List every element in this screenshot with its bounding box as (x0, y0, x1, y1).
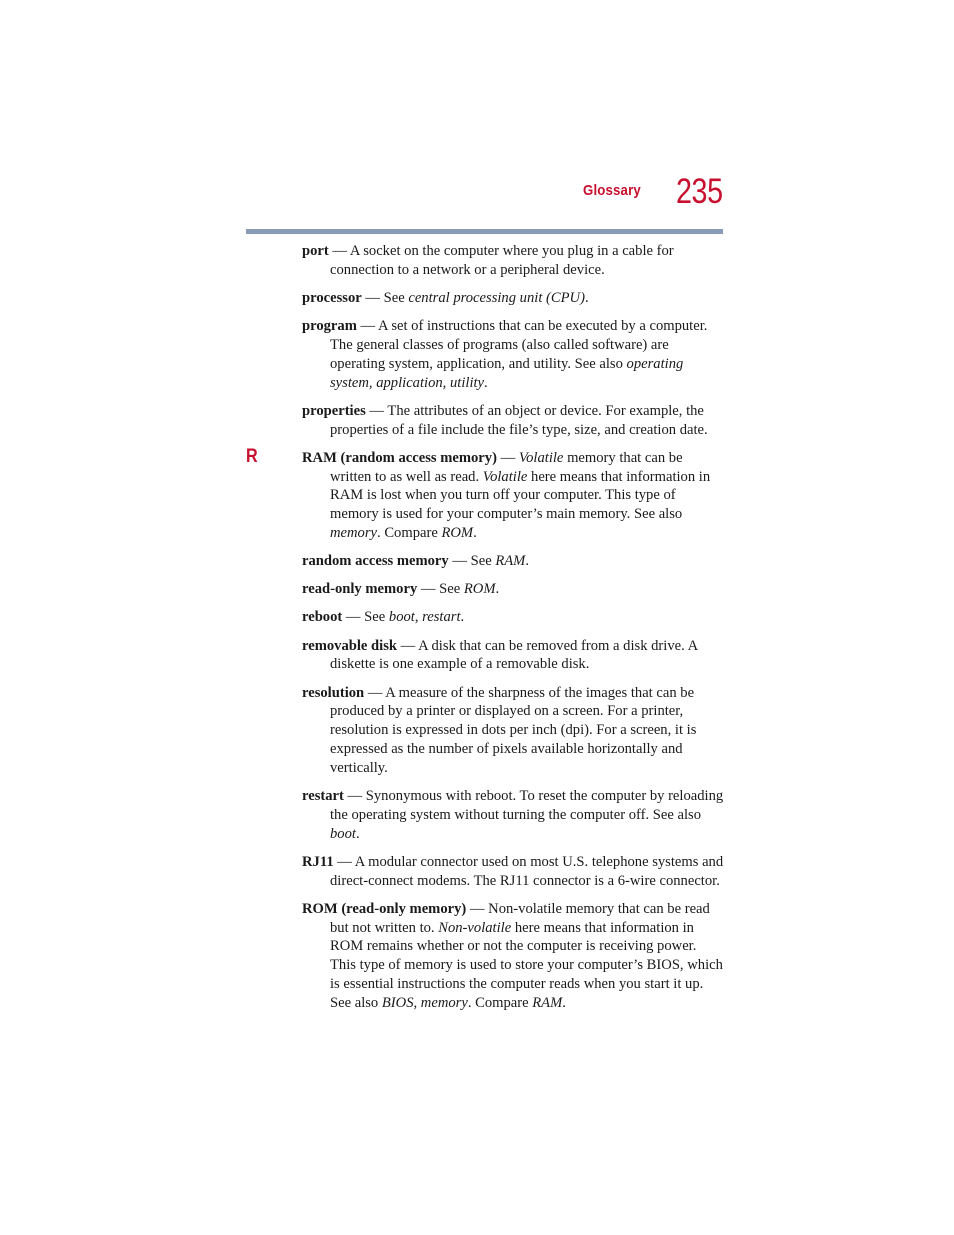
glossary-entry (302, 552, 724, 571)
glossary-reference: boot (388, 609, 415, 626)
glossary-definition-text: . (562, 994, 566, 1011)
glossary-term: random access memory (302, 553, 449, 570)
glossary-reference: RAM (532, 994, 563, 1011)
glossary-entry (302, 289, 724, 308)
glossary-definition-text: — See (417, 581, 464, 598)
glossary-definition-text: . (495, 581, 500, 598)
glossary-reference: Non-volatile (438, 919, 512, 936)
glossary-entry (302, 402, 724, 440)
glossary-term: removable disk (302, 637, 398, 654)
glossary-definition-text: — A set of instructions that can be executed by a computer. The general classes of programs (also called software) are operating system, application, and utility. See also (330, 318, 708, 372)
glossary-entries (302, 242, 724, 1022)
glossary-entry (302, 900, 724, 1013)
glossary-definition-text: memory that can be written to as well as read. (330, 449, 683, 485)
glossary-definition-text: — A measure of the sharpness of the images that can be produced by a printer or displayed on a screen. For a printer, resolution is expressed in dots per inch (dpi). For a screen, it is expressed as the number of pixels available horizontally and vertically. (330, 684, 697, 776)
glossary-reference: ROM (463, 581, 496, 598)
glossary-definition-text: . (484, 374, 488, 391)
glossary-definition-text: . (473, 524, 477, 541)
header-rule (246, 229, 723, 234)
section-title: Glossary (583, 182, 641, 199)
glossary-term: port (302, 243, 329, 259)
glossary-definition-text: , (414, 609, 423, 626)
glossary-reference: ROM (441, 524, 474, 541)
glossary-definition-text: here means that information in RAM is lost when you turn off your computer. This type of memory is used for your computer’s main memory. See also (330, 468, 711, 523)
glossary-reference: restart (422, 609, 461, 626)
glossary-term: RJ11 (302, 853, 334, 870)
glossary-term: RAM (random access memory) (302, 449, 497, 466)
glossary-definition-text: — A disk that can be removed from a disk drive. A diskette is one example of a removable disk. (330, 637, 698, 673)
glossary-definition-text: — A socket on the computer where you plug in a cable for connection to a network or a peripheral device. (328, 243, 674, 278)
glossary-reference: BIOS, memory (381, 994, 468, 1011)
glossary-term: processor (302, 289, 362, 306)
glossary-term: properties (302, 402, 366, 419)
glossary-entry (302, 317, 724, 392)
glossary-definition-text: — See (448, 553, 496, 570)
glossary-definition-text: — A modular connector used on most U.S. telephone systems and direct-connect modems. The RJ11 connector is a 6-wire connector. (330, 853, 724, 889)
glossary-definition-text: . (355, 825, 360, 842)
glossary-definition-text: — (496, 449, 519, 466)
glossary-entry (302, 787, 724, 843)
glossary-definition-text: — See (361, 289, 409, 306)
glossary-definition-text: . Compare (377, 524, 442, 541)
page-number: 235 (676, 172, 723, 211)
glossary-entry (302, 242, 724, 280)
glossary-definition-text: — Non-volatile memory that can be read but not written to. (330, 900, 710, 936)
glossary-reference: boot (330, 825, 356, 842)
glossary-term: restart (302, 788, 344, 805)
glossary-term: read-only memory (302, 581, 418, 598)
glossary-definition-text: — See (342, 609, 389, 626)
glossary-definition-text: — Synonymous with reboot. To reset the computer by reloading the operating system without turning the computer off. See also (330, 788, 724, 823)
glossary-entry (302, 684, 724, 778)
glossary-definition-text: . Compare (467, 994, 533, 1011)
glossary-entry (302, 449, 724, 543)
glossary-reference: memory (330, 524, 378, 541)
glossary-reference: Volatile (482, 468, 528, 485)
glossary-entry (302, 608, 724, 627)
glossary-entry (302, 580, 724, 599)
glossary-term: ROM (read-only memory) (302, 900, 467, 917)
glossary-definition-text: . (584, 289, 589, 306)
glossary-reference: operating system, application, utility (330, 355, 684, 391)
glossary-definition-text: . (525, 553, 529, 570)
letter-marker: R (246, 446, 258, 467)
glossary-reference: RAM (495, 553, 526, 570)
glossary-definition-text: here means that information in ROM remains whether or not the computer is receiving power. This type of memory is used to store your computer’s BIOS, which is essential instructions the computer reads when you start it up. See also (330, 919, 723, 1011)
glossary-term: program (302, 318, 357, 335)
glossary-reference: Volatile (518, 449, 564, 466)
glossary-reference: central processing unit (CPU) (408, 289, 585, 306)
glossary-entry (302, 637, 724, 675)
glossary-term: resolution (302, 684, 365, 701)
glossary-entry (302, 853, 724, 891)
glossary-definition-text: — The attributes of an object or device. For example, the properties of a file include the file’s type, size, and creation date. (330, 402, 708, 438)
glossary-term: reboot (302, 609, 343, 626)
glossary-definition-text: . (460, 609, 465, 626)
